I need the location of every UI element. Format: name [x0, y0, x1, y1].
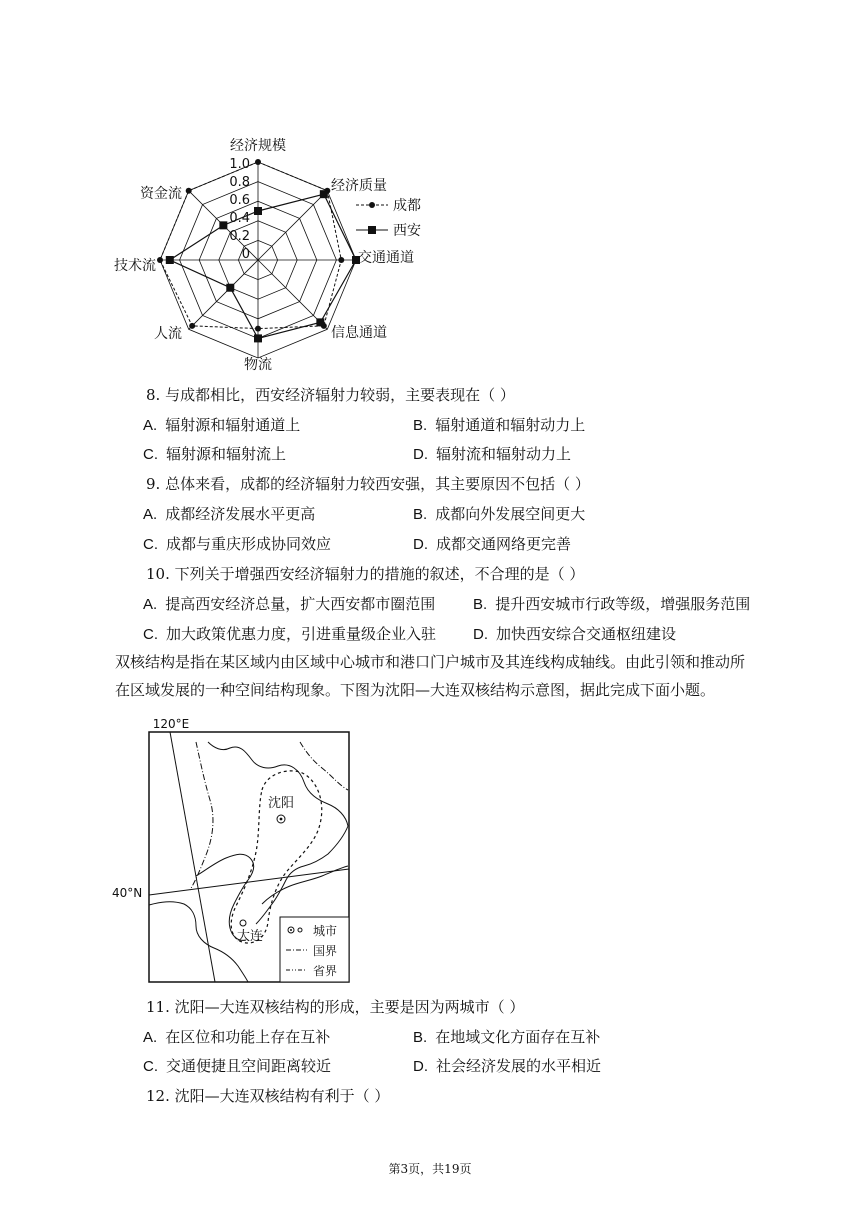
tick-label: 0.6	[229, 193, 250, 208]
city-label-dalian: 大连	[236, 929, 264, 944]
question-12: 12. 沈阳—大连双核结构有利于（ ）	[146, 1087, 390, 1105]
longitude-label: 120°E	[152, 717, 190, 731]
radar-legend	[356, 197, 421, 239]
q8-option-a: A. 辐射源和辐射通道上	[143, 416, 301, 434]
q10-option-c: C. 加大政策优惠力度，引进重量级企业入驻	[143, 625, 437, 643]
q9-option-a: A. 成都经济发展水平更高	[143, 505, 316, 523]
tick-label: 0.2	[229, 229, 250, 244]
q8-option-b: B. 辐射通道和辐射动力上	[413, 416, 586, 434]
page-footer: 第3页，共19页	[388, 1162, 472, 1176]
axis-label-economic-scale: 经济规模	[230, 138, 286, 154]
axis-label-transport-channel: 交通通道	[358, 250, 414, 266]
point-xian	[166, 256, 174, 264]
axis-label-technology-flow: 技术流	[114, 258, 156, 274]
question-11: 11. 沈阳—大连双核结构的形成，主要是因为两城市（ ）	[146, 998, 525, 1016]
q8-option-d: D. 辐射流和辐射动力上	[413, 445, 572, 463]
series-line-chengdu	[160, 162, 341, 329]
radar-series	[157, 159, 360, 342]
q11-option-b: B. 在地域文化方面存在互补	[413, 1028, 601, 1046]
legend-xian: 西安	[393, 223, 421, 239]
point-chengdu	[189, 323, 195, 329]
parallel-40n	[149, 869, 349, 895]
point-chengdu	[157, 257, 163, 263]
axis-label-economic-quality: 经济质量	[331, 178, 387, 194]
latitude-label: 40°N	[112, 886, 143, 900]
radar-axis-labels	[114, 137, 414, 373]
radar-chart	[100, 130, 430, 380]
coastline-west	[196, 854, 254, 940]
q10-option-b: B. 提升西安城市行政等级，增强服务范围	[473, 595, 751, 613]
border-northeast	[300, 742, 348, 790]
intro-line-2: 在区域发展的一种空间结构现象。下图为沈阳—大连双核结构示意图，据此完成下面小题。	[115, 681, 716, 699]
point-chengdu	[338, 257, 344, 263]
axis-label-information-channel: 信息通道	[331, 325, 387, 341]
coast-east	[262, 866, 348, 904]
point-xian	[320, 190, 328, 198]
question-8: 8. 与成都相比，西安经济辐射力较弱，主要表现在（ ）	[146, 386, 515, 404]
liaoning-outline	[208, 742, 348, 924]
legend-province-label: 省界	[313, 964, 338, 978]
tick-label: 0.8	[229, 175, 250, 190]
point-xian	[254, 207, 262, 215]
q10-option-a: A. 提高西安经济总量，扩大西安都市圈范围	[143, 595, 436, 613]
q9-option-d: D. 成都交通网络更完善	[413, 535, 572, 553]
axis-label-capital-flow: 资金流	[140, 186, 182, 202]
legend-chengdu: 成都	[393, 198, 421, 214]
tick-label: 0	[241, 247, 250, 262]
q11-option-a: A. 在区位和功能上存在互补	[143, 1028, 331, 1046]
tick-label: 1.0	[229, 157, 250, 172]
point-xian	[226, 284, 234, 292]
point-xian	[316, 318, 324, 326]
q10-option-d: D. 加快西安综合交通枢纽建设	[473, 625, 677, 643]
q9-option-b: B. 成都向外发展空间更大	[413, 505, 586, 523]
point-chengdu	[255, 159, 261, 165]
point-chengdu	[255, 326, 261, 332]
shenyang-dalian-map	[110, 715, 360, 987]
axis-label-people-flow: 人流	[154, 326, 182, 342]
intro-line-1: 双核结构是指在某区域内由区域中心城市和港口门户城市及其连线构成轴线。由此引领和推动所	[115, 653, 746, 671]
q9-option-c: C. 成都与重庆形成协同效应	[143, 535, 332, 553]
legend-border-label: 国界	[313, 944, 338, 958]
city-label-shenyang: 沈阳	[267, 796, 295, 811]
q11-option-c: C. 交通便捷且空间距离较近	[143, 1057, 332, 1075]
axis-label-logistics: 物流	[244, 357, 272, 373]
tick-label: 0.4	[229, 211, 250, 226]
q8-option-c: C. 辐射源和辐射流上	[143, 445, 287, 463]
city-marker-dalian	[240, 920, 246, 926]
point-chengdu	[186, 188, 192, 194]
q11-option-d: D. 社会经济发展的水平相近	[413, 1057, 602, 1075]
point-xian	[219, 221, 227, 229]
city-marker-shenyang	[277, 815, 285, 823]
question-9: 9. 总体来看，成都的经济辐射力较西安强，其主要原因不包括（ ）	[146, 475, 590, 493]
legend-city-label: 城市	[313, 924, 338, 938]
question-10: 10. 下列关于增强西安经济辐射力的措施的叙述，不合理的是（ ）	[146, 565, 585, 583]
point-xian	[254, 334, 262, 342]
meridian-120e	[170, 732, 215, 982]
